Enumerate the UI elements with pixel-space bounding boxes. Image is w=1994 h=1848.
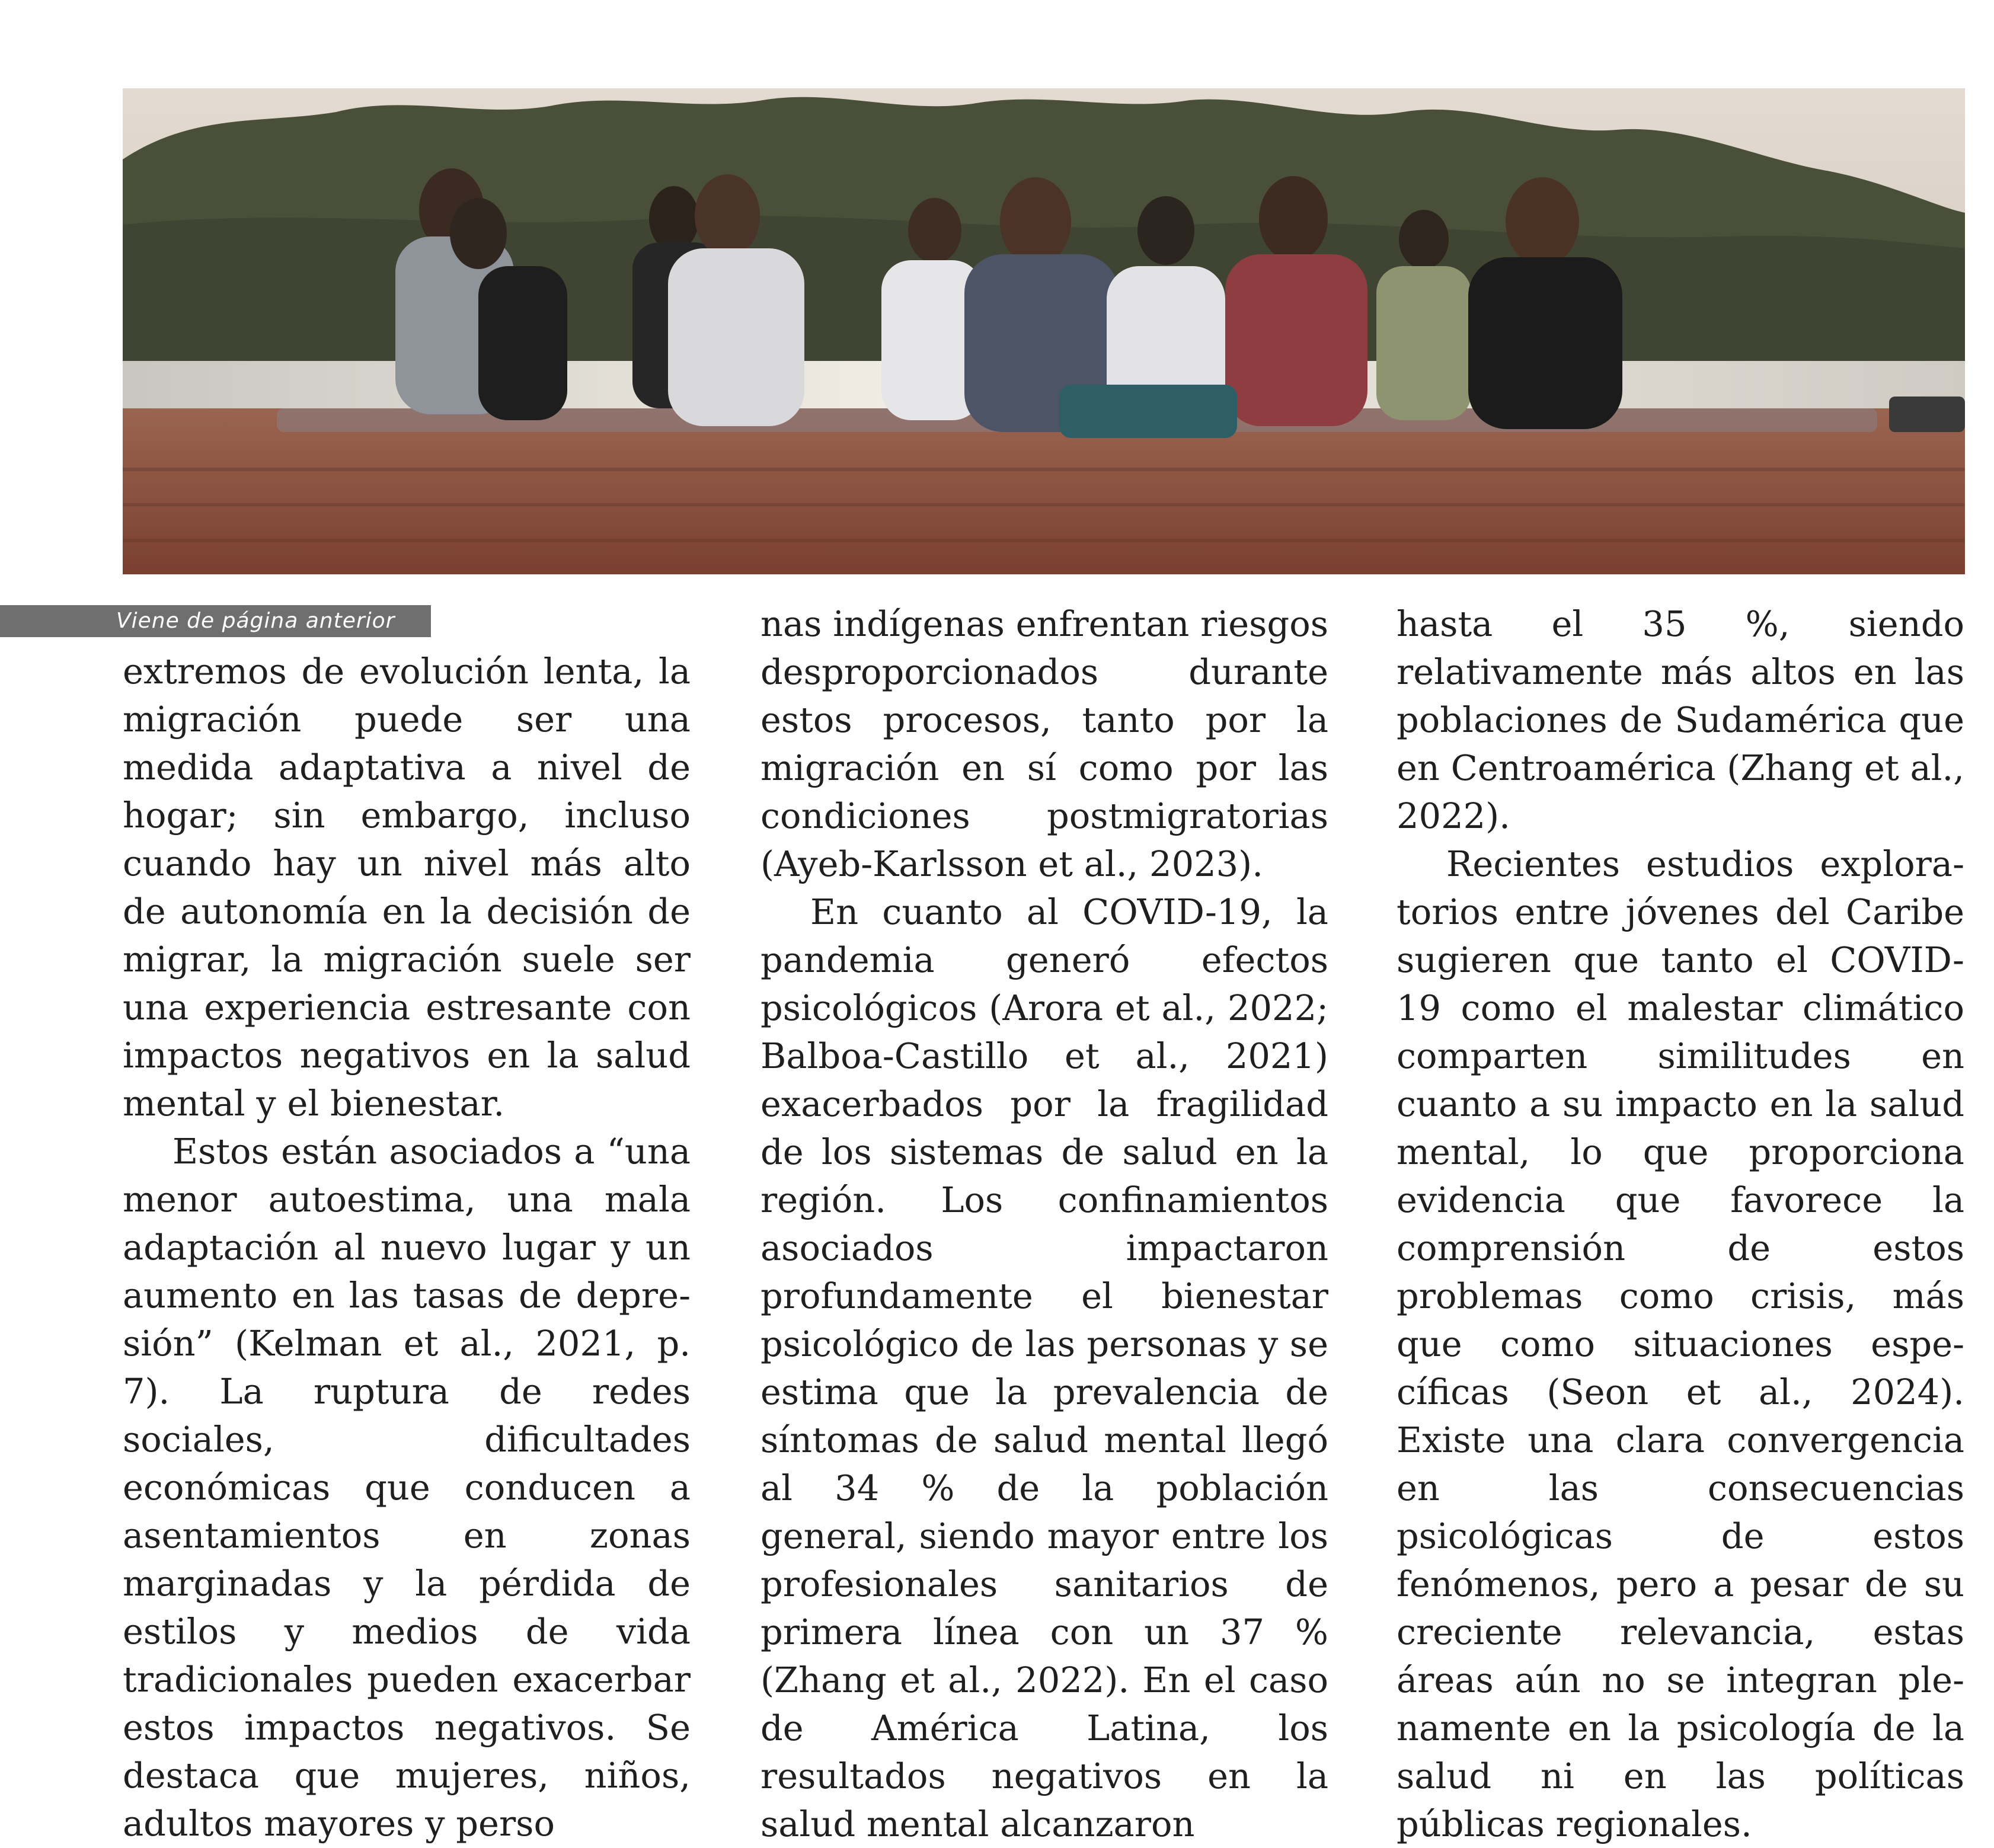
paragraph: hasta el 35 %, siendo relativamente más altos en las poblaciones de Sudamérica que en Centroamérica (Zhang et al., 2022). [1397,603,1964,836]
continued-from-previous-page-label: Viene de página anterior [116,609,395,633]
paragraph: Recientes estudios exploratorios entre jóvenes del Caribe sugieren que tanto el COVID-19 como el malestar climático comparten similitudes en cuanto a su impacto en la salud mental, lo que proporciona evidencia que favorece la comprensión de estos problemas como crisis, más que como situaciones específicas (Seon et al., 2024). Existe una clara convergencia en las consecuencias psicológicas de estos fenómenos, pero a pesar de su creciente relevancia, estas áreas aún no se integran plenamente en la psicología de la salud ni en las políticas públicas regionales. [1397,843,1964,1844]
text-column-2 [760,600,1328,1848]
paragraph: En cuanto al COVID-19, la pandemia generó efectos psicológicos (Arora et al., 2022; Balboa-Castillo et al., 2021) exacerbados por la fragilidad de los sistemas de salud en la región. Los confinamientos asociados impactaron profundamente el bienestar psicológico de las personas y se estima que la prevalencia de síntomas de salud mental llegó al 34 % de la población general, siendo mayor entre los profesionales sanitarios de primera línea con un 37 % (Zhang et al., 2022). En el caso de América Latina, los resultados negativos en la salud mental alcanzaron [760,891,1328,1844]
paragraph: nas indígenas enfrentan riesgos desproporcionados durante estos procesos, tanto por la migración en sí como por las condiciones postmigratorias (Ayeb-Karlsson et al., 2023). [760,603,1328,884]
text-column-1 [123,647,691,1847]
text-column-3 [1397,600,1964,1848]
group-meditation-photo [123,88,1965,574]
paragraph: Estos están asociados a “una menor autoestima, una mala adaptación al nuevo lugar y un aumento en las tasas de depresión” (Kelman et al., 2021, p. 7). La ruptura de redes sociales, dificultades económicas que conducen a asentamientos en zonas marginadas y la pérdida de estilos y medios de vida tradicionales pueden exacerbar estos impactos negativos. Se destaca que mujeres, niños, adultos mayores y perso [123,1131,691,1844]
paragraph: extremos de evolución lenta, la migración puede ser una medida adaptativa a nivel de hogar; sin embargo, incluso cuando hay un nivel más alto de autonomía en la decisión de migrar, la migración suele ser una experiencia estresante con impactos negativos en la salud mental y el bienestar. [123,651,691,1124]
group-meditation-lakeside-photo [123,88,1965,574]
